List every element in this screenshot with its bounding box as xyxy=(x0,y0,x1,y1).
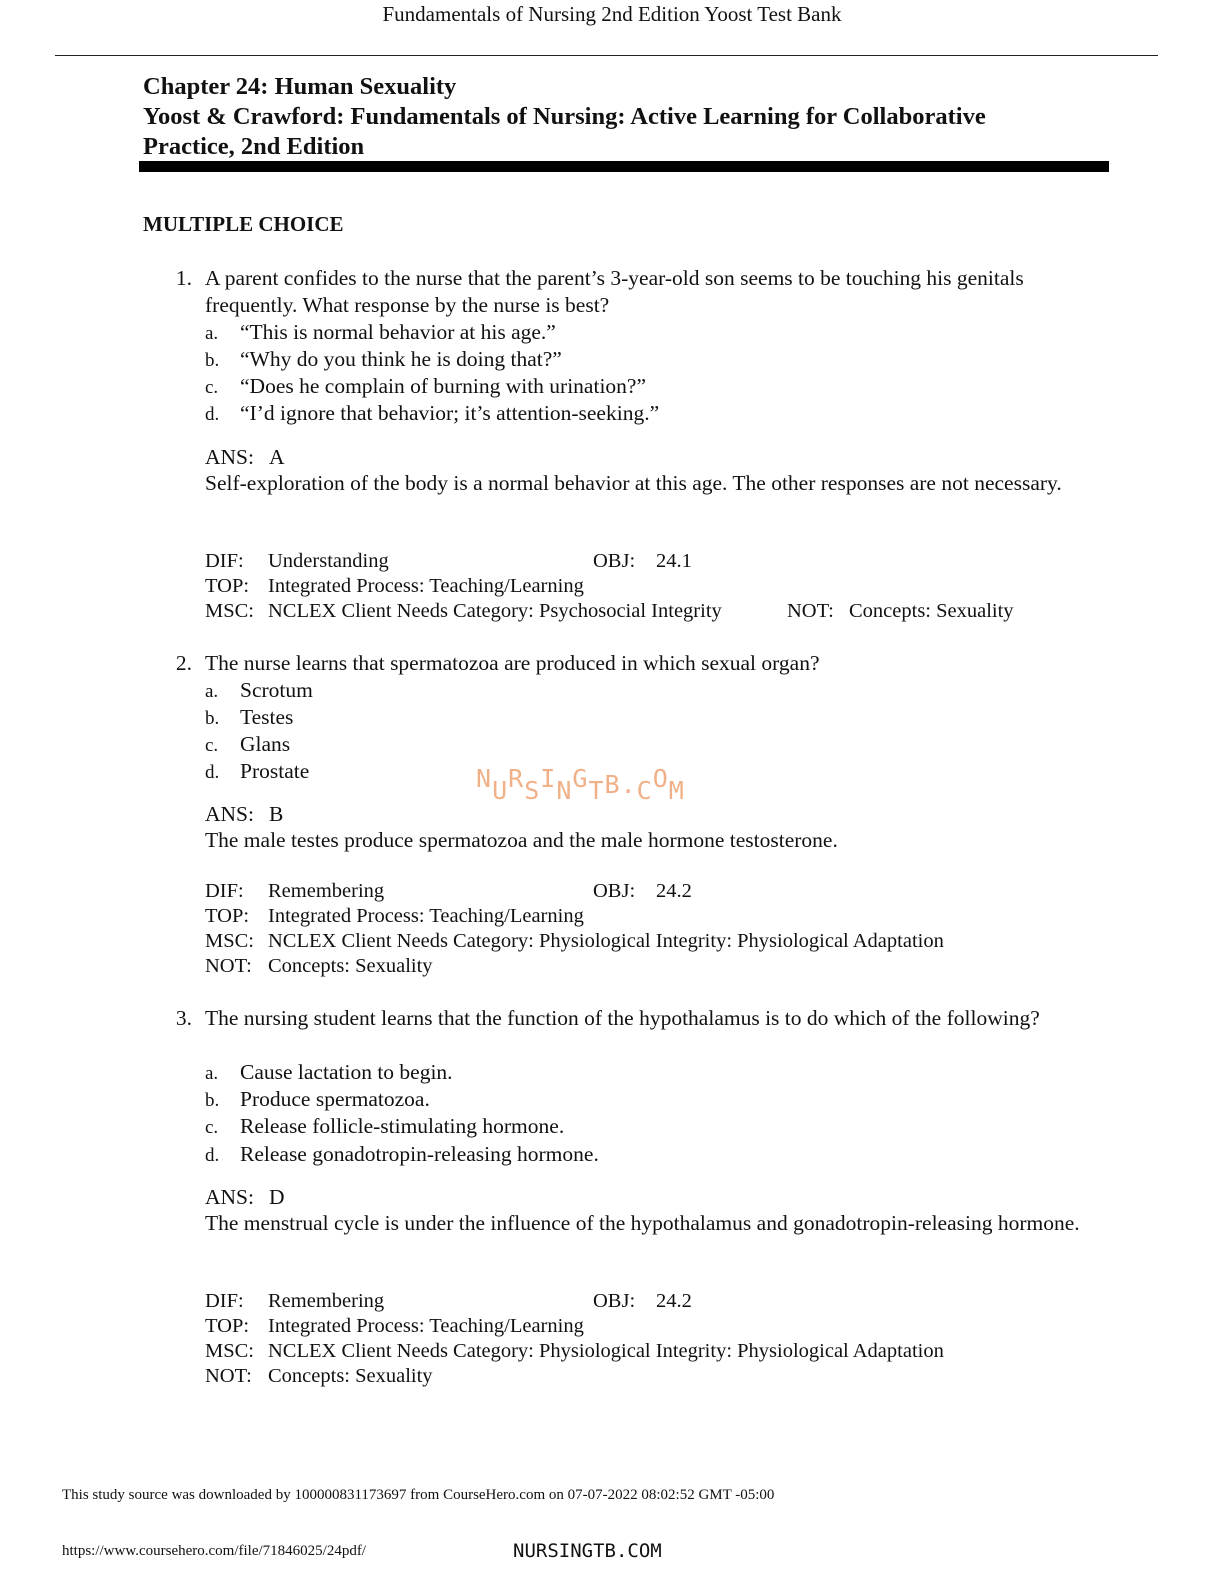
dif-value: Remembering xyxy=(268,1290,385,1312)
watermark-letter: M xyxy=(668,776,685,805)
dif-value: Remembering xyxy=(268,880,385,902)
meta-row-dif-obj xyxy=(205,1289,692,1314)
dif-label: DIF: xyxy=(205,550,244,572)
download-note: This study source was downloaded by 100000831173697 from CourseHero.com on 07-07-2022 08:02:52 GMT -05:00 xyxy=(62,1487,775,1503)
msc-label: MSC: xyxy=(205,930,254,952)
question-number: 2. xyxy=(175,651,192,675)
option-text: “This is normal behavior at his age.” xyxy=(240,320,556,344)
dif-label: DIF: xyxy=(205,880,244,902)
not-value: Concepts: Sexuality xyxy=(849,600,1014,622)
meta-row-top xyxy=(205,574,584,599)
book-title-line-1: Yoost & Crawford: Fundamentals of Nursing: Active Learning for Collaborative xyxy=(143,103,986,130)
watermark-letter: N xyxy=(556,776,573,805)
meta-row-dif-obj xyxy=(205,879,692,904)
book-title-line-2: Practice, 2nd Edition xyxy=(143,133,365,160)
top-value: Integrated Process: Teaching/Learning xyxy=(268,1315,584,1337)
top-label: TOP: xyxy=(205,905,250,927)
watermark-letter: S xyxy=(524,776,541,805)
watermark-letter: O xyxy=(652,764,669,793)
option-text: “Does he complain of burning with urination?” xyxy=(240,374,647,398)
option-letter: b. xyxy=(205,350,220,371)
chapter-title: Chapter 24: Human Sexuality xyxy=(143,73,457,100)
top-value: Integrated Process: Teaching/Learning xyxy=(268,905,584,927)
watermark-letter: C xyxy=(636,776,653,805)
option-letter: c. xyxy=(205,1117,219,1138)
question-stem: A parent confides to the nurse that the parent’s 3-year-old son seems to be touching his genitals frequently. What response by the nurse is best? xyxy=(205,266,1024,317)
watermark-letter: G xyxy=(572,764,589,793)
question-stem: The nurse learns that spermatozoa are produced in which sexual organ? xyxy=(205,651,820,675)
answer-line xyxy=(205,443,1085,471)
option-letter: c. xyxy=(205,377,219,398)
answer-value: A xyxy=(269,445,285,469)
meta-row-dif-obj xyxy=(205,549,692,574)
dif-value: Understanding xyxy=(268,550,389,572)
msc-value: NCLEX Client Needs Category: Psychosocial Integrity xyxy=(268,600,722,622)
obj-value: 24.2 xyxy=(656,1290,692,1312)
obj-label: OBJ: xyxy=(593,1290,636,1312)
answer-line xyxy=(205,1183,1085,1211)
option-text: Cause lactation to begin. xyxy=(240,1060,453,1084)
footer-brand: NURSINGTB.COM xyxy=(513,1540,662,1562)
option-letter: d. xyxy=(205,1145,220,1166)
watermark-letter: R xyxy=(508,764,525,793)
msc-label: MSC: xyxy=(205,1340,254,1362)
top-label: TOP: xyxy=(205,575,250,597)
option-text: “Why do you think he is doing that?” xyxy=(240,347,562,371)
option-letter: a. xyxy=(205,681,219,702)
option-text: Testes xyxy=(240,705,294,729)
obj-value: 24.1 xyxy=(656,550,692,572)
question-number: 1. xyxy=(175,266,192,290)
option-text: Prostate xyxy=(240,759,310,783)
option-letter: b. xyxy=(205,1090,220,1111)
answer-label: ANS: xyxy=(205,802,254,826)
answer-rationale: The menstrual cycle is under the influence of the hypothalamus and gonadotropin-releasing hormone. xyxy=(205,1211,1080,1235)
option-letter: d. xyxy=(205,762,220,783)
option-text: Release follicle-stimulating hormone. xyxy=(240,1114,565,1138)
header-rule xyxy=(55,55,1158,56)
not-value: Concepts: Sexuality xyxy=(268,1365,433,1387)
watermark-letter: B xyxy=(604,770,621,799)
option-letter: a. xyxy=(205,1063,219,1084)
watermark-letter: T xyxy=(588,776,605,805)
obj-label: OBJ: xyxy=(593,880,636,902)
option-letter: d. xyxy=(205,404,220,425)
meta-row-not xyxy=(205,954,433,979)
section-heading: MULTIPLE CHOICE xyxy=(143,212,344,236)
option-letter: b. xyxy=(205,708,220,729)
option-text: Scrotum xyxy=(240,678,313,702)
obj-label: OBJ: xyxy=(593,550,636,572)
obj-value: 24.2 xyxy=(656,880,692,902)
not-value: Concepts: Sexuality xyxy=(268,955,433,977)
answer-value: B xyxy=(269,802,284,826)
not-label: NOT: xyxy=(205,955,252,977)
not-label: NOT: xyxy=(787,600,834,622)
answer-label: ANS: xyxy=(205,445,254,469)
watermark-letter: N xyxy=(476,764,493,793)
question-stem: The nursing student learns that the function of the hypothalamus is to do which of the following? xyxy=(205,1006,1040,1030)
meta-row-msc xyxy=(205,929,944,954)
option-text: “I’d ignore that behavior; it’s attention-seeking.” xyxy=(240,401,660,425)
top-label: TOP: xyxy=(205,1315,250,1337)
msc-label: MSC: xyxy=(205,600,254,622)
option-text: Produce spermatozoa. xyxy=(240,1087,430,1111)
title-divider-bar xyxy=(139,161,1109,172)
meta-row-not xyxy=(205,1364,433,1389)
meta-row-top xyxy=(205,904,584,929)
option-text: Glans xyxy=(240,732,291,756)
top-value: Integrated Process: Teaching/Learning xyxy=(268,575,584,597)
watermark xyxy=(476,764,685,805)
chapter-title-block xyxy=(143,72,986,162)
dif-label: DIF: xyxy=(205,1290,244,1312)
option-letter: a. xyxy=(205,323,219,344)
meta-row-top xyxy=(205,1314,584,1339)
running-header: Fundamentals of Nursing 2nd Edition Yoost Test Bank xyxy=(382,2,842,26)
meta-row-msc xyxy=(205,599,1014,624)
question-number: 3. xyxy=(175,1006,192,1030)
answer-value: D xyxy=(269,1185,285,1209)
source-url-link[interactable]: https://www.coursehero.com/file/71846025/24pdf/ xyxy=(62,1543,366,1559)
answer-rationale: Self-exploration of the body is a normal behavior at this age. The other responses are not necessary. xyxy=(205,471,1062,495)
msc-value: NCLEX Client Needs Category: Physiological Integrity: Physiological Adaptation xyxy=(268,1340,944,1362)
watermark-letter: . xyxy=(620,770,637,799)
answer-rationale: The male testes produce spermatozoa and the male hormone testosterone. xyxy=(205,828,838,852)
option-text: Release gonadotropin-releasing hormone. xyxy=(240,1142,599,1166)
not-label: NOT: xyxy=(205,1365,252,1387)
watermark-letter: I xyxy=(540,764,557,793)
msc-value: NCLEX Client Needs Category: Physiological Integrity: Physiological Adaptation xyxy=(268,930,944,952)
answer-label: ANS: xyxy=(205,1185,254,1209)
watermark-letter: U xyxy=(492,776,509,805)
meta-row-msc xyxy=(205,1339,944,1364)
option-letter: c. xyxy=(205,735,219,756)
